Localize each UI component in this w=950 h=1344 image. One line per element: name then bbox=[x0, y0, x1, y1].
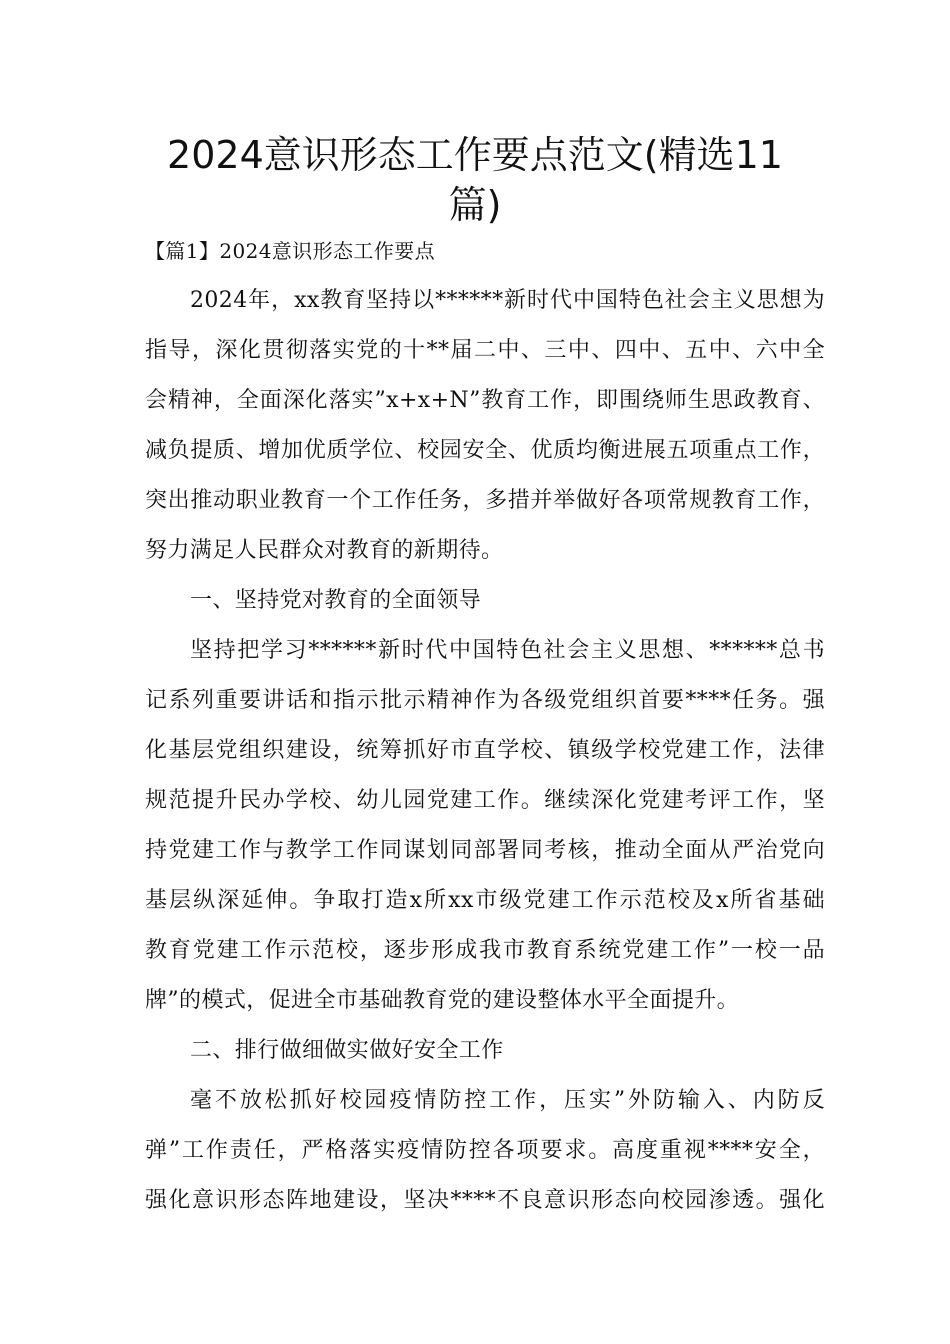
section-1-line-1: 坚持把学习******新时代中国特色社会主义思想、******总书 bbox=[190, 638, 825, 663]
section-1-line-8: 牌”的模式，促进全市基础教育党的建设整体水平全面提升。 bbox=[145, 988, 740, 1013]
article-heading: 【篇1】2024意识形态工作要点 bbox=[145, 239, 436, 263]
section-2-line-2: 弹”工作责任，严格落实疫情防控各项要求。高度重视****安全， bbox=[145, 1138, 825, 1163]
document-title-line-2: 篇) bbox=[448, 183, 502, 227]
intro-line-5: 突出推动职业教育一个工作任务，多措并举做好各项常规教育工作， bbox=[145, 488, 825, 513]
section-1-line-4: 规范提升民办学校、幼儿园党建工作。继续深化党建考评工作，坚 bbox=[145, 788, 825, 813]
intro-line-6: 努力满足人民群众对教育的新期待。 bbox=[145, 538, 504, 563]
intro-line-3: 会精神，全面深化落实”x+x+N”教育工作，即围绕师生思政教育、 bbox=[145, 388, 825, 413]
section-1-line-2: 记系列重要讲话和指示批示精神作为各级党组织首要****任务。强 bbox=[145, 688, 825, 713]
intro-line-2: 指导，深化贯彻落实党的十**届二中、三中、四中、五中、六中全 bbox=[145, 338, 825, 363]
section-1-line-3: 化基层党组织建设，统筹抓好市直学校、镇级学校党建工作，法律 bbox=[145, 738, 825, 763]
section-2-line-3: 强化意识形态阵地建设，坚决****不良意识形态向校园渗透。强化 bbox=[145, 1188, 825, 1213]
intro-line-1: 2024年，xx教育坚持以******新时代中国特色社会主义思想为 bbox=[190, 288, 825, 313]
section-2-line-1: 毫不放松抓好校园疫情防控工作，压实”外防输入、内防反 bbox=[190, 1088, 825, 1113]
intro-line-4: 减负提质、增加优质学位、校园安全、优质均衡进展五项重点工作， bbox=[145, 438, 825, 463]
section-1-line-5: 持党建工作与教学工作同谋划同部署同考核，推动全面从严治党向 bbox=[145, 838, 825, 863]
section-2-heading: 二、排行做细做实做好安全工作 bbox=[190, 1038, 504, 1063]
section-1-line-7: 教育党建工作示范校，逐步形成我市教育系统党建工作”一校一品 bbox=[145, 938, 825, 963]
section-1-heading: 一、坚持党对教育的全面领导 bbox=[190, 588, 482, 613]
document-title-line-1: 2024意识形态工作要点范文(精选11 bbox=[167, 133, 783, 177]
section-1-line-6: 基层纵深延伸。争取打造x所xx市级党建工作示范校及x所省基础 bbox=[145, 888, 825, 913]
